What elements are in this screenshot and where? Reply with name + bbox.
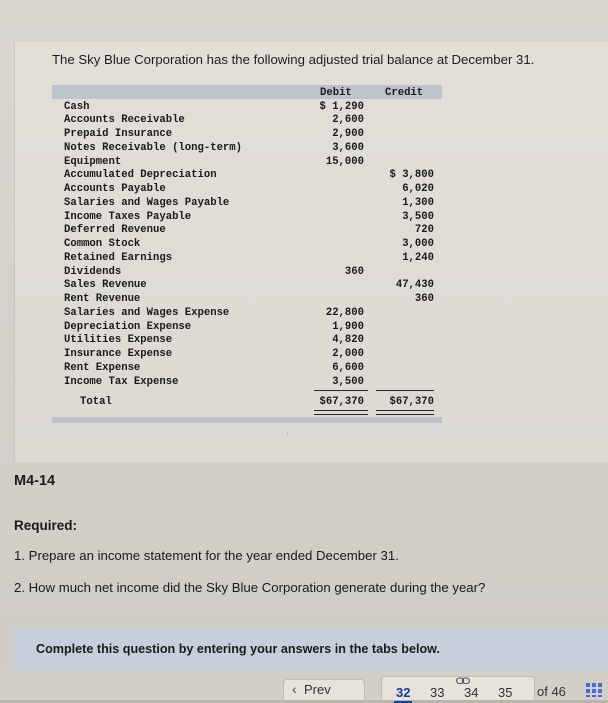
table-row xyxy=(52,334,442,348)
page-link-33[interactable]: 33 xyxy=(430,685,445,700)
table-row xyxy=(52,114,442,128)
debit-amount: 2,000 xyxy=(332,348,364,360)
debit-amount: 2,600 xyxy=(332,114,364,127)
link-icon[interactable] xyxy=(456,677,470,685)
page-count: of 46 xyxy=(537,684,566,699)
account-name: Notes Receivable (long-term) xyxy=(64,141,243,154)
table-row xyxy=(52,376,442,390)
table-row xyxy=(52,252,442,266)
credit-amount: $ 3,800 xyxy=(389,169,434,182)
credit-amount: 1,300 xyxy=(402,196,434,209)
table-row xyxy=(52,169,442,183)
credit-subtotal-rule xyxy=(376,390,434,391)
account-name: Prepaid Insurance xyxy=(64,128,173,140)
table-row xyxy=(52,362,442,376)
table-row xyxy=(52,238,442,252)
requirement-1: 1. Prepare an income statement for the year ended December 31. xyxy=(14,548,399,563)
credit-amount: 720 xyxy=(414,224,434,237)
page-link-34[interactable]: 34 xyxy=(464,685,479,700)
trial-balance-table xyxy=(52,85,442,425)
account-name: Utilities Expense xyxy=(64,334,173,347)
debit-amount: 3,500 xyxy=(332,375,364,388)
table-footer-bar xyxy=(52,417,442,423)
credit-total-double-rule xyxy=(376,410,434,415)
required-heading: Required: xyxy=(14,518,78,533)
account-name: Rent Revenue xyxy=(64,293,141,305)
debit-amount: $ 1,290 xyxy=(319,100,364,113)
problem-intro: The Sky Blue Corporation has the following adjusted trial balance at December 31. xyxy=(52,52,535,67)
table-row xyxy=(52,128,442,142)
table-row xyxy=(52,156,442,170)
debit-amount: 360 xyxy=(344,265,364,278)
table-header-bar xyxy=(52,85,442,99)
table-row xyxy=(52,348,442,362)
account-name: Insurance Expense xyxy=(64,348,173,360)
stray-mark-icon: · xyxy=(286,428,289,438)
debit-amount: 22,800 xyxy=(325,306,364,319)
debit-amount: 15,000 xyxy=(325,155,364,168)
account-name: Cash xyxy=(64,100,90,113)
credit-amount: 1,240 xyxy=(402,251,434,264)
account-name: Sales Revenue xyxy=(64,279,147,292)
chevron-left-icon: ‹ xyxy=(292,681,297,697)
account-name: Income Taxes Payable xyxy=(64,210,192,223)
exercise-id: M4-14 xyxy=(14,473,56,489)
account-name: Depreciation Expense xyxy=(64,320,192,333)
account-name: Rent Expense xyxy=(64,361,141,374)
credit-amount: 6,020 xyxy=(402,183,434,195)
account-name: Salaries and Wages Expense xyxy=(64,306,230,319)
debit-amount: 2,900 xyxy=(332,128,364,140)
requirement-2: 2. How much net income did the Sky Blue Corporation generate during the year? xyxy=(14,580,486,595)
account-name: Equipment xyxy=(64,155,122,168)
debit-amount: 3,600 xyxy=(332,141,364,154)
credit-amount: 3,000 xyxy=(402,238,434,250)
table-row xyxy=(52,266,442,280)
table-row xyxy=(52,101,442,115)
credit-amount: 360 xyxy=(414,293,434,305)
account-name: Dividends xyxy=(64,265,122,278)
page-link-32[interactable]: 32 xyxy=(396,685,411,700)
credit-header: Credit xyxy=(385,87,424,99)
table-row xyxy=(52,307,442,321)
total-label: Total xyxy=(80,396,112,408)
debit-header: Debit xyxy=(320,87,352,99)
debit-subtotal-rule xyxy=(314,390,368,391)
table-row xyxy=(52,183,442,197)
prev-label: Prev xyxy=(304,682,331,697)
debit-total-double-rule xyxy=(314,410,368,415)
debit-amount: 6,600 xyxy=(332,361,364,374)
table-row xyxy=(52,293,442,307)
total-row xyxy=(52,396,442,410)
page-link-35[interactable]: 35 xyxy=(498,685,513,700)
credit-amount: 47,430 xyxy=(395,279,434,292)
table-row xyxy=(52,211,442,225)
table-row xyxy=(52,224,442,238)
account-name: Accumulated Depreciation xyxy=(64,169,217,182)
account-name: Accounts Payable xyxy=(64,183,166,195)
account-name: Retained Earnings xyxy=(64,251,173,264)
debit-amount: 4,820 xyxy=(332,334,364,347)
debit-amount: 1,900 xyxy=(332,320,364,333)
account-name: Common Stock xyxy=(64,238,141,250)
credit-amount: 3,500 xyxy=(402,210,434,223)
account-name: Accounts Receivable xyxy=(64,114,185,127)
table-row xyxy=(52,321,442,335)
account-name: Income Tax Expense xyxy=(64,375,179,388)
table-row xyxy=(52,142,442,156)
account-name: Salaries and Wages Payable xyxy=(64,196,230,209)
total-debit: $67,370 xyxy=(319,396,364,408)
table-row xyxy=(52,279,442,293)
table-row xyxy=(52,197,442,211)
instruction-text: Complete this question by entering your answers in the tabs below. xyxy=(36,642,440,656)
account-name: Deferred Revenue xyxy=(64,224,166,237)
grid-menu-icon[interactable] xyxy=(586,683,603,697)
prev-button[interactable] xyxy=(283,679,365,700)
total-credit: $67,370 xyxy=(389,396,434,408)
